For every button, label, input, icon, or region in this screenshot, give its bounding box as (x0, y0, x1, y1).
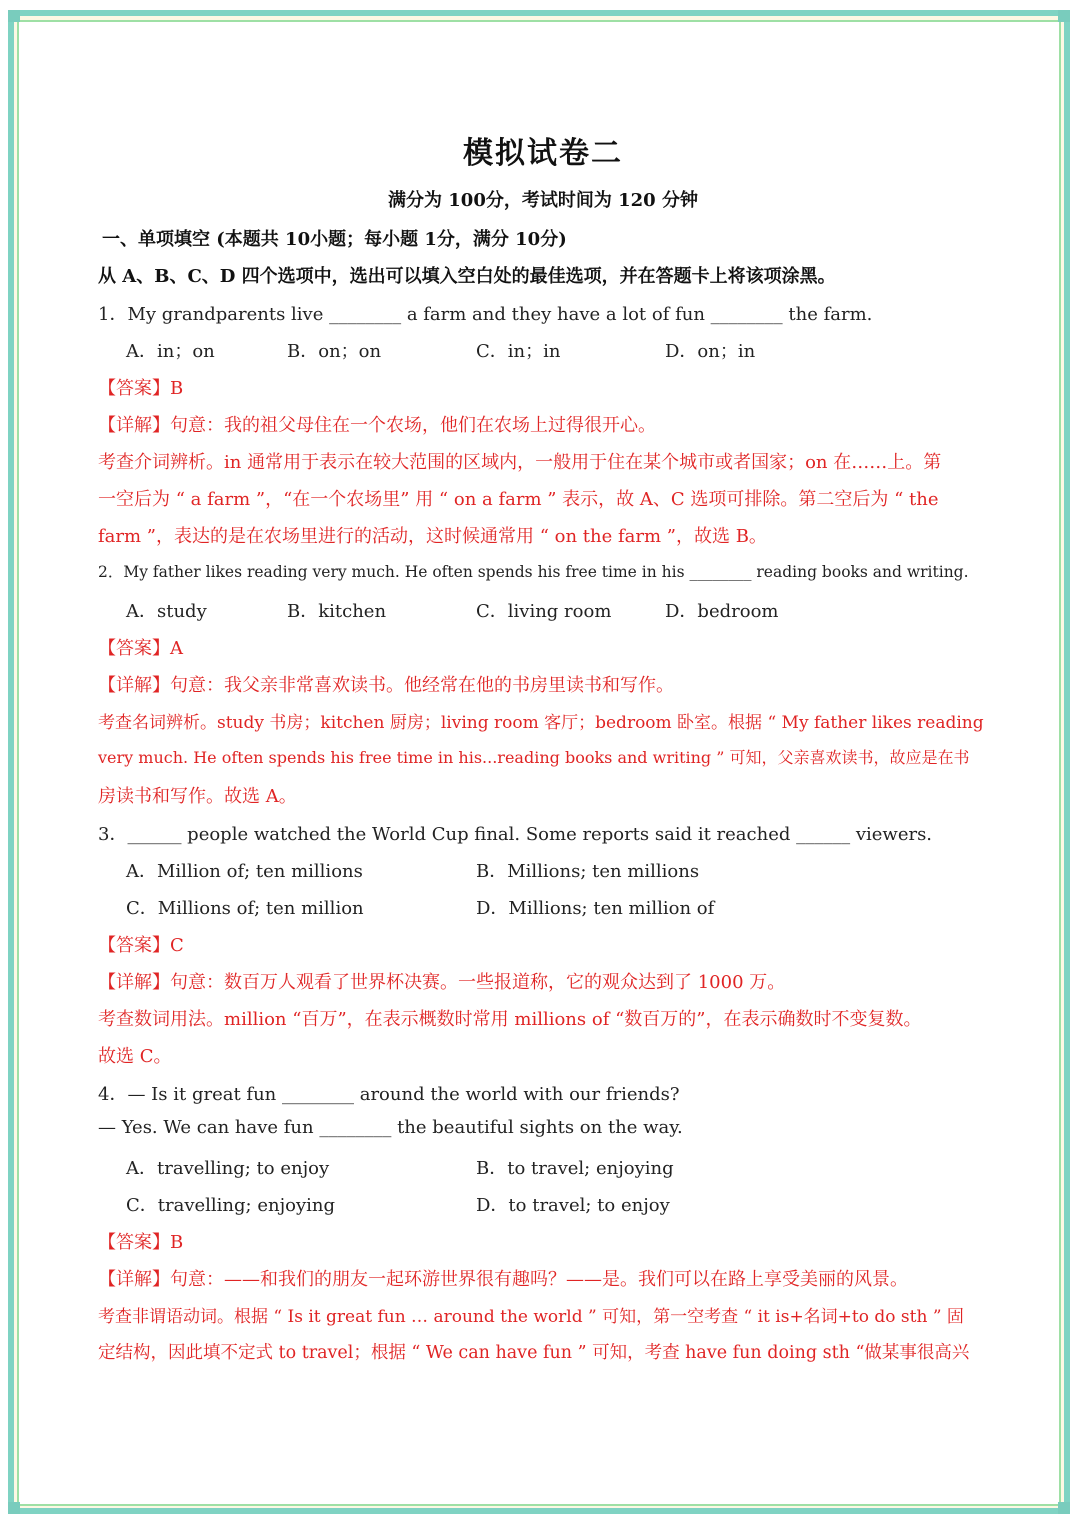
option-c: C．living room (476, 601, 612, 622)
explanation-line: 【详解】句意：数百万人观看了世界杯决赛。一些报道称，它的观众达到了 1000 万。 (98, 972, 786, 993)
corner-ornament (8, 1502, 20, 1514)
explanation-line: farm ”，表达的是在农场里进行的活动，这时候通常用 “ on the farm ”，故选 B。 (98, 526, 767, 547)
corner-ornament (1058, 10, 1070, 22)
explanation-line: 考查介词辨析。in 通常用于表示在较大范围的区域内，一般用于住在某个城市或者国家；on 在……上。第 (98, 452, 942, 473)
explanation-line: 考查名词辨析。study 书房；kitchen 厨房；living room 客厅；bedroom 卧室。根据 “ My father likes reading (98, 713, 984, 733)
question-stem: 3．______ people watched the World Cup final. Some reports said it reached ______ viewers. (98, 824, 933, 845)
explanation-line: 【详解】句意：我父亲非常喜欢读书。他经常在他的书房里读书和写作。 (98, 675, 674, 696)
explanation-line: 考查数词用法。million “百万”，在表示概数时常用 millions of “数百万的”，在表示确数时不变复数。 (98, 1009, 922, 1030)
option-c: C．Millions of; ten million (126, 898, 364, 919)
answer-label: 【答案】A (98, 638, 183, 659)
answer-label: 【答案】B (98, 378, 184, 399)
option-d: D．to travel; to enjoy (476, 1195, 670, 1216)
question-stem: 1．My grandparents live ________ a farm and they have a lot of fun ________ the farm. (98, 304, 873, 325)
option-c: C．travelling; enjoying (126, 1195, 336, 1216)
question-stem: — Yes. We can have fun ________ the beautiful sights on the way. (98, 1117, 683, 1138)
section-instruction: 从 A、B、C、D 四个选项中，选出可以填入空白处的最佳选项，并在答题卡上将该项涂黑。 (98, 266, 836, 287)
option-d: D．Millions; ten million of (476, 898, 715, 919)
explanation-line: 定结构，因此填不定式 to travel；根据 “ We can have fun ” 可知，考查 have fun doing sth “做某事很高兴 (98, 1343, 970, 1363)
exam-info: 满分为 100分，考试时间为 120 分钟 (388, 190, 698, 211)
option-d: D．bedroom (665, 601, 779, 622)
option-a: A．in；on (126, 341, 215, 362)
answer-label: 【答案】C (98, 935, 184, 956)
option-a: A．study (126, 601, 207, 622)
option-b: B．Millions; ten millions (476, 861, 700, 882)
option-a: A．Million of; ten millions (126, 861, 363, 882)
option-a: A．travelling; to enjoy (126, 1158, 330, 1179)
option-b: B．kitchen (287, 601, 387, 622)
page-title: 模拟试卷二 (463, 136, 623, 171)
question-stem: 2．My father likes reading very much. He often spends his free time in his ________ reading books and writing. (98, 563, 969, 581)
corner-ornament (1058, 1502, 1070, 1514)
option-c: C．in；in (476, 341, 561, 362)
explanation-line: 考查非谓语动词。根据 “ Is it great fun … around the world ” 可知，第一空考查 “ it is+名词+to do sth ” 固 (98, 1307, 964, 1327)
explanation-line: very much. He often spends his free time in his...reading books and writing ” 可知，父亲喜欢读书，故应是在书 (98, 748, 970, 767)
explanation-line: 一空后为 “ a farm ”，“在一个农场里” 用 “ on a farm ” 表示，故 A、C 选项可排除。第二空后为 “ the (98, 489, 939, 510)
answer-label: 【答案】B (98, 1232, 184, 1253)
section-heading: 一、单项填空 (本题共 10小题；每小题 1分，满分 10分) (102, 229, 567, 250)
option-d: D．on；in (665, 341, 756, 362)
explanation-line: 【详解】句意：我的祖父母住在一个农场，他们在农场上过得很开心。 (98, 415, 656, 436)
corner-ornament (8, 10, 20, 22)
option-b: B．to travel; enjoying (476, 1158, 674, 1179)
question-stem: 4．— Is it great fun ________ around the world with our friends? (98, 1084, 680, 1105)
explanation-line: 房读书和写作。故选 A。 (98, 786, 297, 807)
explanation-line: 【详解】句意：——和我们的朋友一起环游世界很有趣吗？——是。我们可以在路上享受美丽的风景。 (98, 1269, 908, 1290)
option-b: B．on；on (287, 341, 382, 362)
explanation-line: 故选 C。 (98, 1046, 172, 1067)
